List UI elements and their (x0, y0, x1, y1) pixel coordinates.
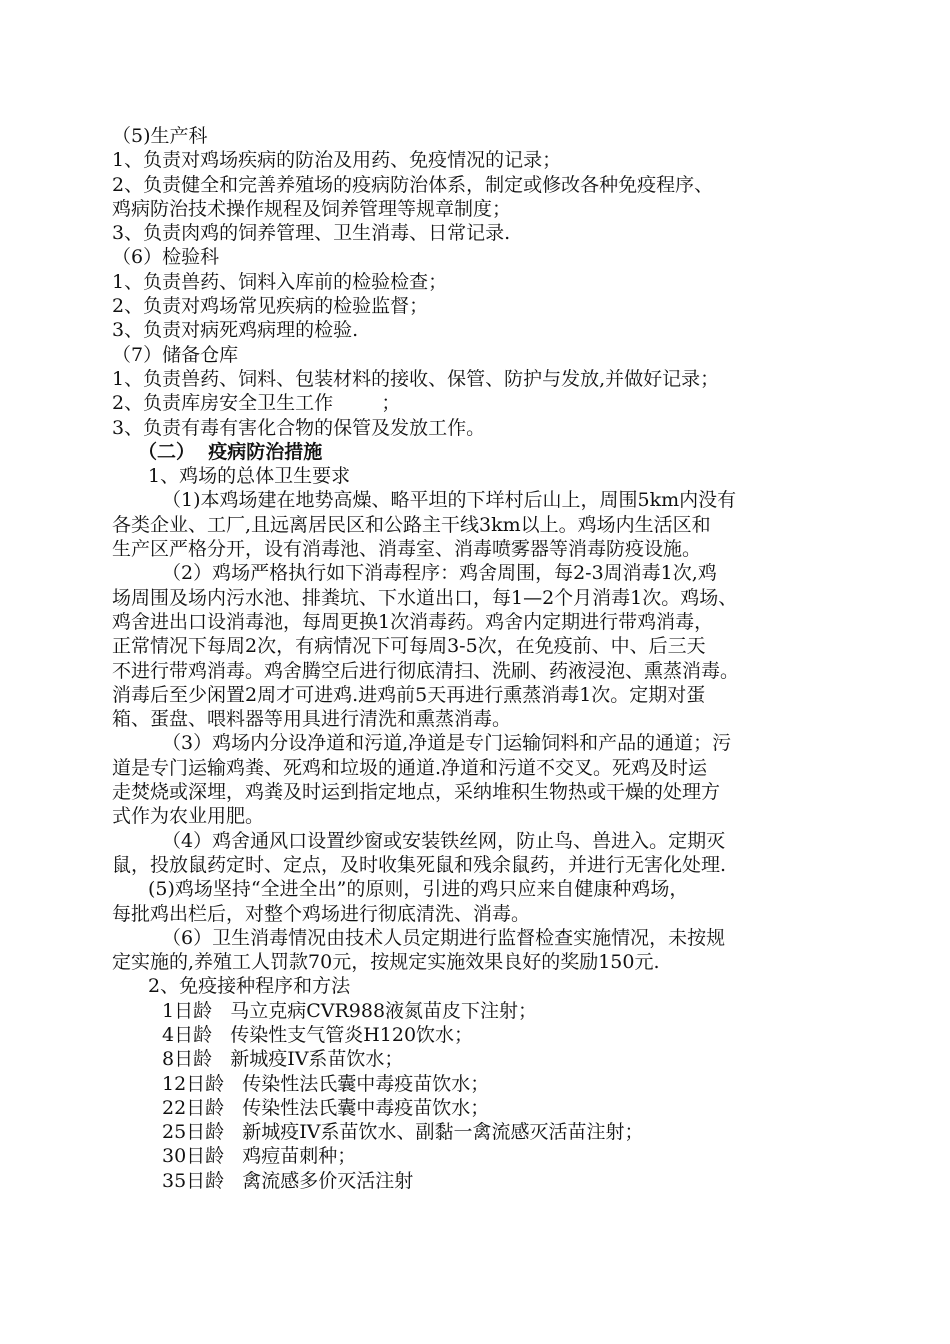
paragraph-line: 鸡舍进出口设消毒池，每周更换1次消毒药。鸡舍内定期进行带鸡消毒， (112, 610, 714, 633)
schedule-item: 8日龄 新城疫IV系苗饮水； (162, 1048, 404, 1071)
schedule-item: 30日龄 鸡痘苗刺种； (162, 1145, 357, 1168)
schedule-item: 35日龄 禽流感多价灭活注射 (162, 1169, 414, 1192)
subsection-heading: （5)生产科 (112, 125, 208, 147)
text-line: 3、负责肉鸡的饲养管理、卫生消毒、日常记录. (112, 222, 511, 245)
schedule-item: 12日龄 传染性法氏囊中毒疫苗饮水； (162, 1072, 490, 1095)
paragraph-line: 正常情况下每周2次，有病情况下可每周3-5次，在免疫前、中、后三天 (112, 635, 706, 658)
text-line: 3、负责对病死鸡病理的检验. (112, 319, 359, 342)
text-line: 1、负责兽药、饲料入库前的检验检查； (112, 270, 448, 293)
paragraph-line: （2）鸡场严格执行如下消毒程序：鸡舍周围，每2-3周消毒1次,鸡 (162, 562, 717, 585)
paragraph-line: 生产区严格分开，设有消毒池、消毒室、消毒喷雾器等消毒防疫设施。 (112, 538, 702, 561)
paragraph-line: 场周围及场内污水池、排粪坑、下水道出口，每1—2个月消毒1次。鸡场、 (112, 586, 738, 609)
subsection-heading: （7）储备仓库 (112, 343, 239, 366)
schedule-item: 22日龄 传染性法氏囊中毒疫苗饮水； (162, 1096, 490, 1119)
text-line: 鸡病防治技术操作规程及饲养管理等规章制度； (112, 197, 512, 220)
schedule-item: 25日龄 新城疫IV系苗饮水、副黏一禽流感灭活苗注射； (162, 1121, 644, 1144)
text-line: 2、负责健全和完善养殖场的疫病防治体系，制定或修改各种免疫程序、 (112, 173, 714, 196)
text-line: 3、负责有毒有害化合物的保管及发放工作。 (112, 416, 486, 439)
paragraph-line: （1)本鸡场建在地势高燥、略平坦的下垟村后山上，周围5km内没有 (162, 489, 737, 512)
paragraph-line: （3）鸡场内分设净道和污道,净道是专门运输饲料和产品的通道；污 (162, 732, 732, 755)
section-heading: （二） 疫病防治措施 (138, 440, 323, 463)
paragraph-line: 每批鸡出栏后，对整个鸡场进行彻底清洗、消毒。 (112, 902, 531, 925)
paragraph-line: 式作为农业用肥。 (112, 805, 265, 828)
paragraph-line: 定实施的,养殖工人罚款70元，按规定实施效果良好的奖励150元. (112, 951, 660, 974)
paragraph-line: 鼠，投放鼠药定时、定点，及时收集死鼠和残余鼠药，并进行无害化处理. (112, 853, 727, 876)
text-line: 2、负责库房安全卫生工作 ； (112, 392, 401, 415)
paragraph-line: 道是专门运输鸡粪、死鸡和垃圾的通道.净道和污道不交叉。死鸡及时运 (112, 756, 708, 779)
subsection-heading: 1、鸡场的总体卫生要求 (148, 465, 351, 488)
paragraph-line: （4）鸡舍通风口设置纱窗或安装铁丝网，防止鸟、兽进入。定期灭 (162, 829, 726, 852)
text-line: 1、负责对鸡场疾病的防治及用药、免疫情况的记录； (112, 149, 562, 172)
paragraph-line: （6）卫生消毒情况由技术人员定期进行监督检查实施情况，未按规 (162, 926, 726, 949)
subsection-heading: （6）检验科 (112, 246, 220, 269)
paragraph-line: 各类企业、工厂,且远离居民区和公路主干线3km以上。鸡场内生活区和 (112, 513, 711, 536)
subsection-heading: 2、免疫接种程序和方法 (148, 975, 351, 998)
paragraph-line: 不进行带鸡消毒。鸡舍腾空后进行彻底清扫、洗刷、药液浸泡、熏蒸消毒。 (112, 659, 740, 682)
document-body (112, 124, 852, 1193)
text-line: 1、负责兽药、饲料、包装材料的接收、保管、防护与发放,并做好记录； (112, 367, 720, 390)
paragraph-line: 箱、蛋盘、喂料器等用具进行清洗和熏蒸消毒。 (112, 708, 512, 731)
paragraph-line: 走焚烧或深埋，鸡粪及时运到指定地点，采纳堆积生物热或干燥的处理方 (112, 781, 721, 804)
schedule-item: 4日龄 传染性支气管炎H120饮水； (162, 1023, 474, 1046)
paragraph-line: 消毒后至少闲置2周才可进鸡.进鸡前5天再进行熏蒸消毒1次。定期对蛋 (112, 683, 706, 706)
paragraph-line: (5)鸡场坚持“全进全出”的原则，引进的鸡只应来自健康种鸡场， (148, 878, 689, 901)
schedule-item: 1日龄 马立克病CVR988液氮苗皮下注射； (162, 999, 538, 1022)
text-line: 2、负责对鸡场常见疾病的检验监督； (112, 295, 429, 318)
